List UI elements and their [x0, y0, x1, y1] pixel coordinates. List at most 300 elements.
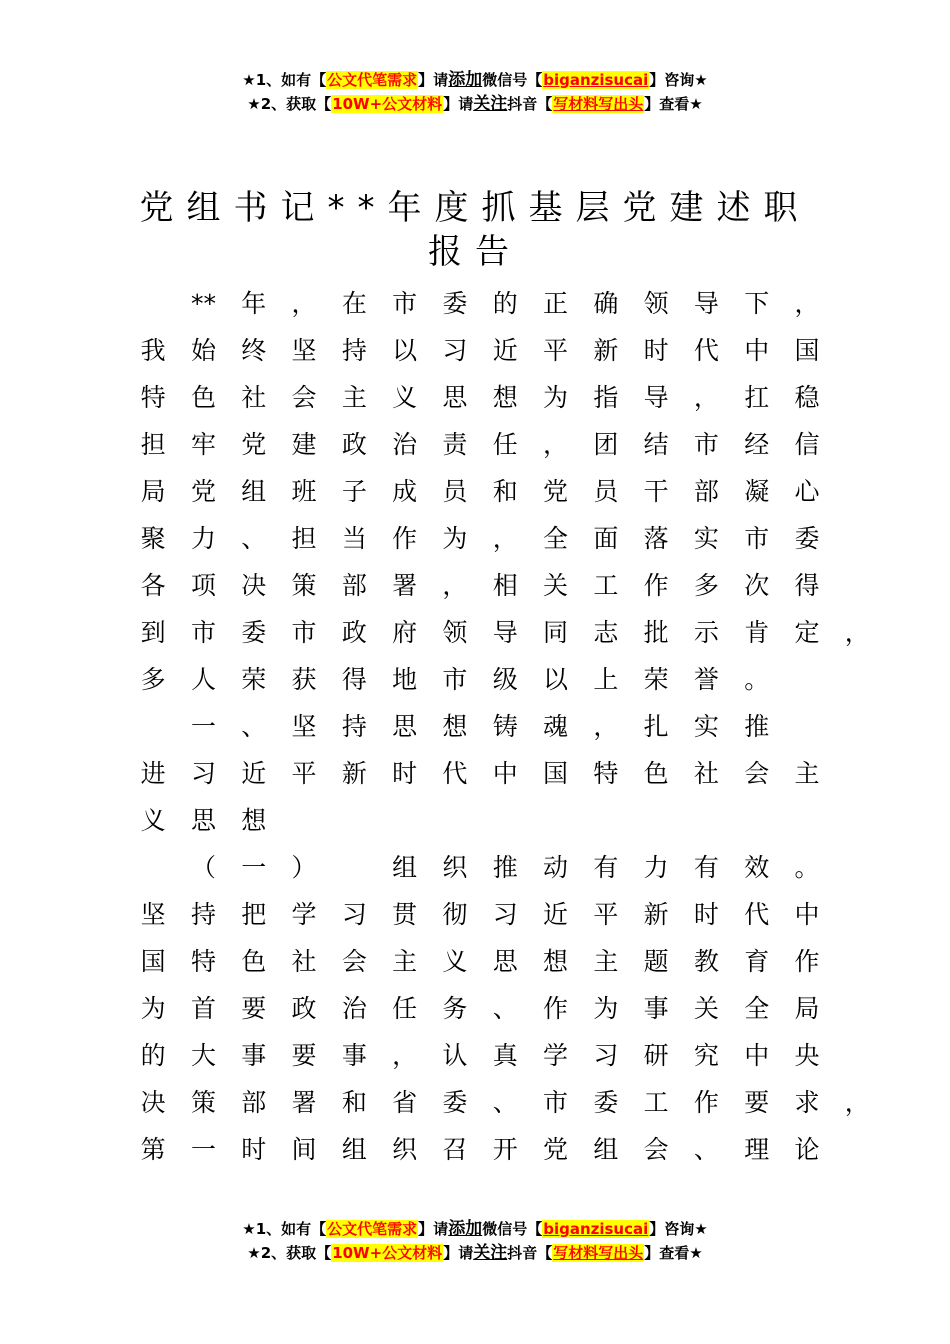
body-char: 社 [693, 759, 719, 788]
body-char: 主 [392, 947, 418, 976]
body-char: 社 [291, 947, 317, 976]
body-char: 学 [543, 1041, 569, 1070]
body-char: 研 [643, 1041, 669, 1070]
body-char: 平 [291, 759, 317, 788]
body-char: 员 [442, 477, 468, 506]
body-char: 新 [593, 336, 619, 365]
body-char: 、 [693, 1135, 719, 1164]
body-char: 力 [190, 524, 216, 553]
promo-highlight: 10W+公文材料 [332, 95, 443, 113]
body-char: 下 [744, 289, 770, 318]
body-char: 的 [492, 289, 518, 318]
body-char: 领 [442, 618, 468, 647]
body-char: 肯 [744, 618, 770, 647]
body-line [128, 1126, 858, 1173]
body-char: ** [190, 289, 216, 318]
promo-highlight: 写材料写出头 [553, 1244, 644, 1262]
body-char: 色 [190, 383, 216, 412]
body-char: 事 [643, 994, 669, 1023]
body-char: 委 [442, 1088, 468, 1117]
body-char: 想 [241, 806, 267, 835]
promo-text: 】请 [443, 1244, 474, 1262]
body-char: ， [492, 524, 518, 553]
body-char: ， [392, 1041, 418, 1070]
promo-highlight: biganzisucai [543, 1220, 649, 1238]
body-line [128, 891, 858, 938]
body-char: 担 [140, 430, 166, 459]
body-char: 织 [392, 1135, 418, 1164]
body-char: 同 [543, 618, 569, 647]
body-char: 。 [744, 665, 770, 694]
body-char: 题 [643, 947, 669, 976]
body-char: 首 [190, 994, 216, 1023]
promo-highlight: 10W+公文材料 [332, 1244, 443, 1262]
body-char: 指 [593, 383, 619, 412]
body-char: 作 [543, 994, 569, 1023]
body-char: 委 [442, 289, 468, 318]
body-char: 中 [492, 759, 518, 788]
body-char: 要 [291, 1041, 317, 1070]
body-char: 、 [241, 712, 267, 741]
body-char: ， [442, 571, 468, 600]
body-char: 确 [593, 289, 619, 318]
promo-text: 微信号【 [482, 1220, 543, 1238]
body-char: 人 [190, 665, 216, 694]
body-char: 为 [140, 994, 166, 1023]
body-char: 持 [190, 900, 216, 929]
body-char: 聚 [140, 524, 166, 553]
body-char: 党 [543, 477, 569, 506]
body-char: 主 [341, 383, 367, 412]
body-char: 心 [794, 477, 820, 506]
body-char: 学 [291, 900, 317, 929]
document-body [128, 280, 870, 1173]
body-char: 扛 [744, 383, 770, 412]
promo-text: 】请 [418, 1220, 449, 1238]
body-char: 各 [140, 571, 166, 600]
body-char: 作 [794, 947, 820, 976]
body-char: 获 [291, 665, 317, 694]
body-char: 市 [442, 665, 468, 694]
body-line [128, 562, 858, 609]
body-char: 誉 [693, 665, 719, 694]
body-char: 务 [442, 994, 468, 1023]
body-char: 一 [241, 853, 267, 882]
body-char: 党 [190, 477, 216, 506]
body-char: 上 [593, 665, 619, 694]
body-char: 代 [693, 336, 719, 365]
body-char: 面 [593, 524, 619, 553]
promo-emphasis: 关注 [473, 1243, 508, 1263]
body-char: 稳 [794, 383, 820, 412]
body-char: 义 [442, 947, 468, 976]
body-char: 新 [643, 900, 669, 929]
body-char: 会 [643, 1135, 669, 1164]
body-line [128, 327, 858, 374]
body-char: 持 [341, 336, 367, 365]
body-char: 政 [341, 430, 367, 459]
body-line [128, 374, 858, 421]
body-line [128, 609, 870, 656]
body-char: 相 [492, 571, 518, 600]
body-char: 导 [693, 289, 719, 318]
body-char: 近 [492, 336, 518, 365]
promo-line-2 [0, 1241, 950, 1265]
body-char: 任 [492, 430, 518, 459]
body-char: 动 [543, 853, 569, 882]
body-char: 为 [543, 383, 569, 412]
body-char: 组 [392, 853, 418, 882]
body-char: ， [844, 1088, 870, 1117]
promo-highlight: biganzisucai [543, 71, 649, 89]
body-char: 到 [140, 618, 166, 647]
body-char: 织 [442, 853, 468, 882]
body-char: 论 [794, 1135, 820, 1164]
body-char: 组 [593, 1135, 619, 1164]
body-char: ， [543, 430, 569, 459]
body-char: 作 [693, 1088, 719, 1117]
promo-highlight: 公文代笔需求 [327, 71, 418, 89]
promo-highlight: 写材料写出头 [553, 95, 644, 113]
body-char: 、 [241, 524, 267, 553]
body-char: （ [190, 853, 216, 882]
body-char: 凝 [744, 477, 770, 506]
body-char: 决 [241, 571, 267, 600]
body-char: 思 [190, 806, 216, 835]
body-char: 子 [341, 477, 367, 506]
body-char: 市 [543, 1088, 569, 1117]
body-char: 想 [543, 947, 569, 976]
body-char: 市 [190, 618, 216, 647]
body-char: 教 [693, 947, 719, 976]
body-char: 国 [794, 336, 820, 365]
body-char: 把 [241, 900, 267, 929]
promo-line-2 [0, 92, 950, 116]
body-char: 中 [794, 900, 820, 929]
body-char: 关 [693, 994, 719, 1023]
body-char: 关 [543, 571, 569, 600]
body-char: 时 [392, 759, 418, 788]
body-char: 正 [543, 289, 569, 318]
body-char: 领 [643, 289, 669, 318]
body-char: 决 [140, 1088, 166, 1117]
body-char: 市 [291, 618, 317, 647]
body-char: 会 [291, 383, 317, 412]
body-char: 大 [190, 1041, 216, 1070]
body-char: 示 [693, 618, 719, 647]
body-char: 局 [140, 477, 166, 506]
body-char: 我 [140, 336, 166, 365]
body-char: 要 [744, 1088, 770, 1117]
body-char: 事 [341, 1041, 367, 1070]
body-char: 市 [744, 524, 770, 553]
promo-emphasis: 添加 [448, 1219, 483, 1239]
body-char: 推 [492, 853, 518, 882]
body-char: 开 [492, 1135, 518, 1164]
body-char: 代 [442, 759, 468, 788]
body-char: 实 [693, 524, 719, 553]
body-char: 作 [392, 524, 418, 553]
body-char: 省 [392, 1088, 418, 1117]
body-char: 央 [794, 1041, 820, 1070]
body-char: 色 [241, 947, 267, 976]
body-char: 班 [291, 477, 317, 506]
body-char: ， [291, 289, 317, 318]
body-char: 。 [794, 853, 820, 882]
body-char: 经 [744, 430, 770, 459]
body-line [128, 421, 858, 468]
body-char: 主 [593, 947, 619, 976]
body-char: 荣 [643, 665, 669, 694]
body-char: 进 [140, 759, 166, 788]
body-char: 项 [190, 571, 216, 600]
body-char: 时 [241, 1135, 267, 1164]
body-char: 府 [392, 618, 418, 647]
body-char: 间 [291, 1135, 317, 1164]
promo-text: ★2、获取【 [247, 1244, 332, 1262]
body-char: 习 [190, 759, 216, 788]
body-char: 持 [341, 712, 367, 741]
body-char: 时 [643, 336, 669, 365]
title-line-2: 报告 [428, 232, 522, 272]
body-char: 实 [693, 712, 719, 741]
body-char: 建 [291, 430, 317, 459]
body-char: 国 [140, 947, 166, 976]
body-char: 牢 [190, 430, 216, 459]
body-char: 始 [190, 336, 216, 365]
body-line [128, 515, 858, 562]
promo-text: 】查看★ [644, 95, 703, 113]
body-char: 近 [241, 759, 267, 788]
body-char: 中 [744, 336, 770, 365]
body-line [128, 844, 858, 891]
body-char: 为 [442, 524, 468, 553]
body-char: 和 [492, 477, 518, 506]
body-char: 有 [693, 853, 719, 882]
body-char: 效 [744, 853, 770, 882]
body-line [128, 985, 858, 1032]
body-char: 习 [341, 900, 367, 929]
body-char: ， [844, 618, 870, 647]
body-char: 坚 [140, 900, 166, 929]
body-char: 治 [392, 430, 418, 459]
body-char: 彻 [442, 900, 468, 929]
body-char: 荣 [241, 665, 267, 694]
body-char: 委 [794, 524, 820, 553]
promo-text: 】咨询★ [649, 1220, 708, 1238]
body-char: 时 [693, 900, 719, 929]
body-char: 习 [442, 336, 468, 365]
body-char: 平 [543, 336, 569, 365]
body-char: 结 [643, 430, 669, 459]
body-char: 色 [643, 759, 669, 788]
body-char: 全 [744, 994, 770, 1023]
body-char: 志 [593, 618, 619, 647]
body-char: 国 [543, 759, 569, 788]
promo-text: 抖音【 [507, 95, 553, 113]
document-title [100, 186, 850, 274]
body-char: 为 [593, 994, 619, 1023]
body-char: 习 [492, 900, 518, 929]
body-line [128, 468, 858, 515]
body-char: 导 [492, 618, 518, 647]
body-char: 代 [744, 900, 770, 929]
body-char: 、 [492, 994, 518, 1023]
body-char: 政 [341, 618, 367, 647]
body-char: 治 [341, 994, 367, 1023]
body-char: 力 [643, 853, 669, 882]
body-char: ， [593, 712, 619, 741]
body-char: 策 [190, 1088, 216, 1117]
promo-highlight: 公文代笔需求 [327, 1220, 418, 1238]
body-char: 思 [442, 383, 468, 412]
body-line [128, 750, 858, 797]
body-char: 批 [643, 618, 669, 647]
body-char: 一 [190, 712, 216, 741]
body-char: 推 [744, 712, 770, 741]
body-char: 中 [744, 1041, 770, 1070]
body-char: 认 [442, 1041, 468, 1070]
body-char: 策 [291, 571, 317, 600]
body-char: 的 [140, 1041, 166, 1070]
body-line [128, 703, 858, 750]
body-char: 扎 [643, 712, 669, 741]
body-char: 新 [341, 759, 367, 788]
body-char: 想 [492, 383, 518, 412]
body-char: 究 [693, 1041, 719, 1070]
body-char: 局 [794, 994, 820, 1023]
title-line-1: 党组书记**年度抓基层党建述职 [139, 188, 811, 228]
body-char: 责 [442, 430, 468, 459]
body-char: 定 [794, 618, 820, 647]
body-char: 第 [140, 1135, 166, 1164]
body-char: 多 [693, 571, 719, 600]
body-char: 多 [140, 665, 166, 694]
body-char: 署 [291, 1088, 317, 1117]
body-char: 真 [492, 1041, 518, 1070]
body-char: 事 [241, 1041, 267, 1070]
body-line [128, 797, 858, 844]
body-char: 市 [392, 289, 418, 318]
body-char: 市 [693, 430, 719, 459]
body-char: 特 [190, 947, 216, 976]
promo-line-1 [0, 1217, 950, 1241]
body-line [128, 280, 858, 327]
body-char: ， [693, 383, 719, 412]
body-char: 干 [643, 477, 669, 506]
promo-text: ★1、如有【 [242, 71, 327, 89]
promo-emphasis: 添加 [448, 70, 483, 90]
promo-banner-top [0, 68, 950, 116]
body-char: 团 [593, 430, 619, 459]
body-char: 坚 [291, 712, 317, 741]
body-char: 和 [341, 1088, 367, 1117]
body-char: 以 [392, 336, 418, 365]
body-char: 次 [744, 571, 770, 600]
body-char: 党 [241, 430, 267, 459]
body-line [128, 1032, 858, 1079]
body-char: 要 [241, 994, 267, 1023]
body-char: 有 [593, 853, 619, 882]
body-char: 主 [794, 759, 820, 788]
body-char: 思 [492, 947, 518, 976]
body-char: 义 [392, 383, 418, 412]
body-char: 党 [543, 1135, 569, 1164]
body-char: 委 [593, 1088, 619, 1117]
body-char: 育 [744, 947, 770, 976]
body-char: 委 [241, 618, 267, 647]
body-char: 贯 [392, 900, 418, 929]
body-char: 部 [341, 571, 367, 600]
body-char: 一 [190, 1135, 216, 1164]
body-char: 以 [543, 665, 569, 694]
promo-line-1 [0, 68, 950, 92]
body-char: 铸 [492, 712, 518, 741]
body-char: 部 [693, 477, 719, 506]
promo-text: 抖音【 [507, 1244, 553, 1262]
body-char: 召 [442, 1135, 468, 1164]
promo-text: ★2、获取【 [247, 95, 332, 113]
body-char: 理 [744, 1135, 770, 1164]
body-char: 特 [593, 759, 619, 788]
body-char: 成 [392, 477, 418, 506]
body-char: 义 [140, 806, 166, 835]
promo-text: 微信号【 [482, 71, 543, 89]
body-char: 导 [643, 383, 669, 412]
body-char: 组 [241, 477, 267, 506]
body-char: 思 [392, 712, 418, 741]
body-char: 会 [341, 947, 367, 976]
body-char: 坚 [291, 336, 317, 365]
body-char: 部 [241, 1088, 267, 1117]
body-char: 落 [643, 524, 669, 553]
promo-banner-bottom [0, 1217, 950, 1265]
body-char: 全 [543, 524, 569, 553]
body-char: 、 [492, 1088, 518, 1117]
body-char: 得 [794, 571, 820, 600]
body-line [128, 1079, 870, 1126]
body-char: ） [291, 853, 317, 882]
body-char: 政 [291, 994, 317, 1023]
body-char: 任 [392, 994, 418, 1023]
body-char: 担 [291, 524, 317, 553]
promo-emphasis: 关注 [473, 94, 508, 114]
body-char: 级 [492, 665, 518, 694]
body-line [128, 938, 858, 985]
body-char: 信 [794, 430, 820, 459]
body-char: 社 [241, 383, 267, 412]
promo-text: 】查看★ [644, 1244, 703, 1262]
body-char: 习 [593, 1041, 619, 1070]
promo-text: ★1、如有【 [242, 1220, 327, 1238]
body-char: 署 [392, 571, 418, 600]
body-char: 当 [341, 524, 367, 553]
body-char: 特 [140, 383, 166, 412]
promo-text: 】咨询★ [649, 71, 708, 89]
body-char: 会 [744, 759, 770, 788]
body-char: 员 [593, 477, 619, 506]
body-char: 求 [794, 1088, 820, 1117]
body-char: 近 [543, 900, 569, 929]
promo-text: 】请 [418, 71, 449, 89]
promo-text: 】请 [443, 95, 474, 113]
body-char: 工 [643, 1088, 669, 1117]
body-char: 平 [593, 900, 619, 929]
body-char: 魂 [543, 712, 569, 741]
body-char: 作 [643, 571, 669, 600]
body-char: ， [794, 289, 820, 318]
body-char: 地 [392, 665, 418, 694]
